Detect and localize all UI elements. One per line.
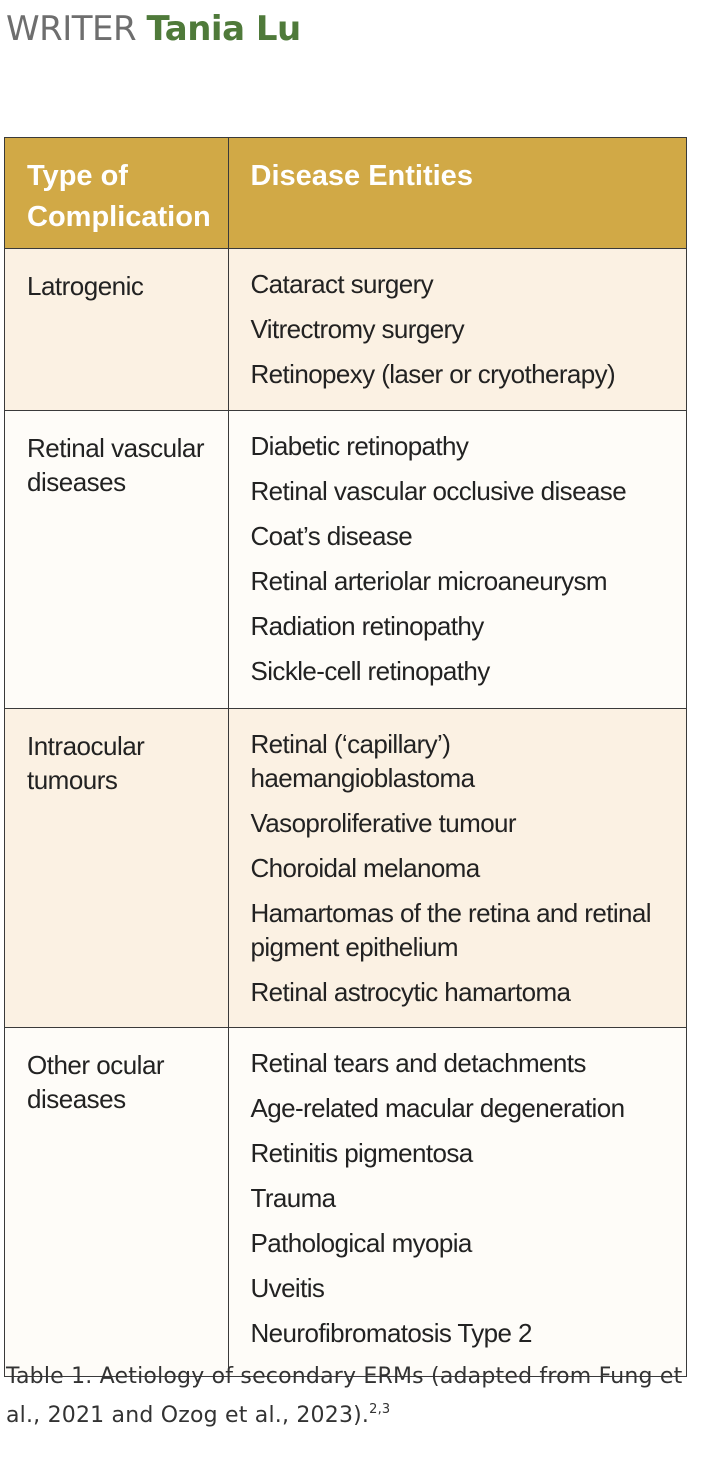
disease-entity: Vasoproliferative tumour	[250, 808, 516, 838]
disease-entity: Retinal arteriolar microaneurysm	[250, 566, 607, 596]
disease-entity: Retinal (‘capillary’) haemangioblastoma	[250, 729, 475, 793]
disease-entity: Hamartomas of the retina and retinal pigment epithelium	[250, 898, 651, 962]
complication-type: Latrogenic	[27, 271, 144, 301]
byline	[6, 6, 301, 52]
complication-type: Intraocular tumours	[27, 731, 145, 795]
disease-entity: Retinitis pigmentosa	[250, 1138, 473, 1168]
table-row	[5, 1028, 686, 1376]
table-caption	[6, 1360, 706, 1432]
disease-entity: Choroidal melanoma	[250, 853, 480, 883]
byline-name: Tania Lu	[146, 9, 301, 49]
aetiology-table	[4, 137, 687, 1377]
table-row	[5, 249, 686, 411]
disease-entity: Uveitis	[250, 1273, 325, 1303]
disease-entity: Radiation retinopathy	[250, 611, 484, 641]
complication-type: Other ocular diseases	[27, 1050, 165, 1114]
disease-entity: Retinal vascular occlusive disease	[250, 476, 627, 506]
disease-entity: Age-related macular degeneration	[250, 1093, 625, 1123]
disease-entity: Coat’s disease	[250, 521, 413, 551]
disease-entities-cell	[228, 709, 686, 1028]
byline-role: WRITER	[6, 9, 137, 49]
disease-entity: Vitrectromy surgery	[250, 314, 465, 344]
disease-entities-cell	[228, 249, 686, 411]
disease-entity: Sickle-cell retinopathy	[250, 656, 490, 686]
disease-entities-cell	[228, 411, 686, 709]
disease-entities-cell	[228, 1028, 686, 1376]
complication-type-cell	[5, 249, 228, 411]
table-header-row	[5, 138, 686, 249]
header-type-of-complication: Type of Complication	[5, 138, 228, 249]
complication-type-cell	[5, 411, 228, 709]
caption-text: Table 1. Aetiology of secondary ERMs (adapted from Fung et al., 2021 and Ozog et al., 2023).	[6, 1364, 683, 1428]
table-row	[5, 411, 686, 709]
disease-entity: Trauma	[250, 1183, 336, 1213]
disease-entity: Diabetic retinopathy	[250, 431, 469, 461]
disease-entity: Cataract surgery	[250, 269, 434, 299]
header-disease-entities: Disease Entities	[228, 138, 686, 249]
disease-entity: Pathological myopia	[250, 1228, 472, 1258]
complication-type-cell	[5, 709, 228, 1028]
disease-entity: Neurofibromatosis Type 2	[250, 1318, 532, 1348]
disease-entity: Retinal astrocytic hamartoma	[250, 977, 571, 1007]
disease-entity: Retinal tears and detachments	[250, 1048, 586, 1078]
caption-references: 2,3	[369, 1402, 391, 1417]
table-row	[5, 709, 686, 1028]
complication-type-cell	[5, 1028, 228, 1376]
disease-entity: Retinopexy (laser or cryotherapy)	[250, 359, 616, 389]
complication-type: Retinal vascular diseases	[27, 433, 204, 497]
